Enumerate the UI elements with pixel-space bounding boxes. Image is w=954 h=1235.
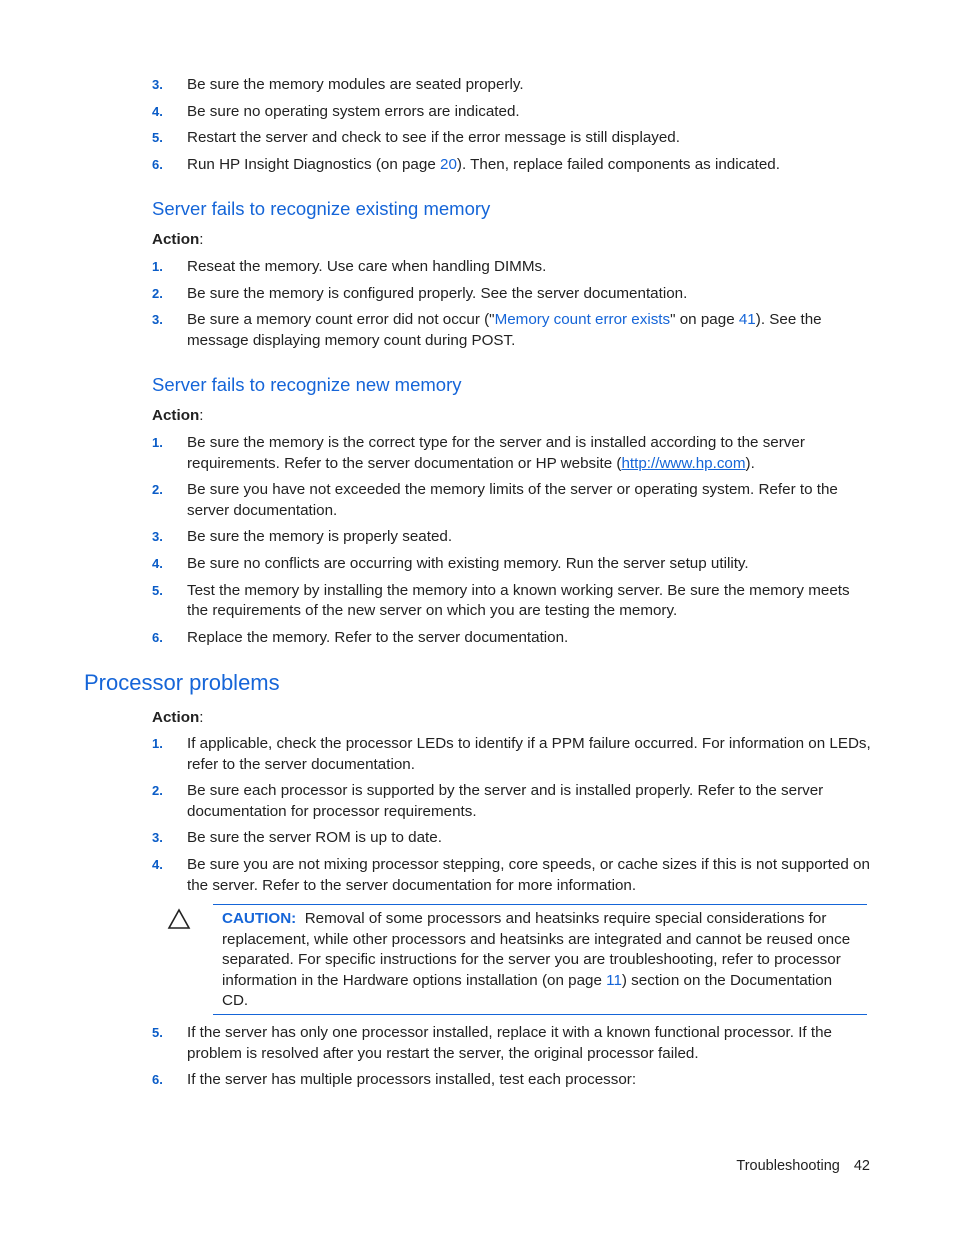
item-text-mid: " on page xyxy=(670,311,739,329)
list-item xyxy=(152,310,872,351)
caution-label: CAUTION: xyxy=(222,910,297,927)
item-number: 3. xyxy=(152,312,163,328)
action-label: Action: xyxy=(152,709,204,726)
item-text-post: ). xyxy=(745,454,755,472)
item-text: Replace the memory. Refer to the server documentation. xyxy=(187,628,569,646)
list-item xyxy=(152,102,872,123)
item-number: 6. xyxy=(152,1072,163,1088)
item-text: If applicable, check the processor LEDs to identify if a PPM failure occurred. For information on LEDs, refer to the server documentation. xyxy=(187,735,871,773)
list-item xyxy=(152,527,872,548)
item-number: 4. xyxy=(152,103,163,119)
item-text: Be sure the memory is configured properly. See the server documentation. xyxy=(187,284,688,302)
item-text: Be sure you are not mixing processor stepping, core speeds, or cache sizes if this is not supported on the server. Refer to the server documentation for more information. xyxy=(187,855,870,894)
item-text: Be sure no operating system errors are indicated. xyxy=(187,102,520,120)
item-text: Test the memory by installing the memory into a known working server. Be sure the memory meets the requirements of the new server on which you are testing the memory. xyxy=(187,581,850,620)
caution-box xyxy=(213,904,867,1015)
list-item xyxy=(152,257,872,278)
processor-steps-list-continued xyxy=(152,1023,872,1097)
list-item xyxy=(152,628,872,649)
page-footer xyxy=(620,1158,870,1174)
item-number: 2. xyxy=(152,783,163,799)
list-item xyxy=(152,1070,872,1091)
existing-memory-steps-list xyxy=(152,257,872,357)
list-item xyxy=(152,284,872,305)
item-number: 3. xyxy=(152,77,163,92)
item-number: 6. xyxy=(152,156,163,172)
item-number: 5. xyxy=(152,130,163,146)
item-text: Reseat the memory. Use care when handling DIMMs. xyxy=(187,258,547,275)
item-text-pre: Run HP Insight Diagnostics (on page xyxy=(187,155,440,173)
hp-website-link[interactable]: http://www.hp.com xyxy=(621,454,746,472)
list-item xyxy=(152,855,872,896)
list-item xyxy=(152,554,872,575)
caution-text xyxy=(222,909,862,1012)
item-text: Be sure no conflicts are occurring with existing memory. Run the server setup utility. xyxy=(187,554,749,572)
section-heading-processor-problems: Processor problems xyxy=(84,670,280,695)
new-memory-steps-list xyxy=(152,433,872,654)
item-number: 1. xyxy=(152,736,163,751)
item-text-pre: Be sure a memory count error did not occur (" xyxy=(187,311,495,329)
page-number: 42 xyxy=(853,1158,870,1174)
item-text-post: ). Then, replace failed components as indicated. xyxy=(456,155,780,173)
list-item xyxy=(152,781,872,822)
item-number: 4. xyxy=(152,856,163,872)
item-number: 1. xyxy=(152,259,163,274)
item-text-post: ). See the message displaying memory count during POST. xyxy=(187,311,822,349)
item-number: 2. xyxy=(152,285,163,301)
item-number: 5. xyxy=(152,1025,163,1040)
item-number: 3. xyxy=(152,529,163,545)
footer-section-name: Troubleshooting xyxy=(736,1158,840,1174)
item-text: Be sure the server ROM is up to date. xyxy=(187,829,442,847)
item-text: If the server has multiple processors installed, test each processor: xyxy=(187,1071,637,1089)
warning-triangle-icon xyxy=(167,908,191,930)
list-item xyxy=(152,128,872,149)
page-link[interactable]: 20 xyxy=(440,155,457,173)
section-heading-existing-memory: Server fails to recognize existing memory xyxy=(152,198,491,219)
item-text-pre: Be sure the memory is the correct type for the server and is installed according to the server requirements. Refer to the server documentation or HP website ( xyxy=(187,434,805,472)
caution-text-pre: Removal of some processors and heatsinks require special considerations for replacement, while other processors and heatsinks are integrated and cannot be reused once separated. For specific instructions for the server you are troubleshooting, refer to processor information in the Hardware options installation (on page xyxy=(222,910,851,989)
action-label: Action: xyxy=(152,407,204,424)
page-link[interactable]: 41 xyxy=(738,311,756,329)
list-item xyxy=(152,155,872,176)
list-item xyxy=(152,480,872,521)
page-link[interactable]: 11 xyxy=(606,971,622,989)
list-item xyxy=(152,734,872,775)
item-text: Be sure the memory is properly seated. xyxy=(187,528,453,546)
item-text: Be sure each processor is supported by the server and is installed properly. Refer to the server documentation for processor requirements. xyxy=(187,782,824,820)
list-item xyxy=(152,1023,872,1064)
memory-steps-list xyxy=(152,75,872,181)
processor-steps-list xyxy=(152,734,872,902)
list-item xyxy=(152,828,872,849)
item-text: Be sure the memory modules are seated properly. xyxy=(187,76,524,93)
item-text: If the server has only one processor installed, replace it with a known functional processor. If the problem is resolved after you restart the server, the original processor failed. xyxy=(187,1024,832,1062)
action-label: Action: xyxy=(152,231,204,248)
item-text: Be sure you have not exceeded the memory limits of the server or operating system. Refer to the server documentation. xyxy=(187,481,838,519)
item-number: 2. xyxy=(152,482,163,498)
list-item xyxy=(152,581,872,622)
list-item xyxy=(152,433,872,474)
item-number: 4. xyxy=(152,555,163,571)
item-number: 5. xyxy=(152,582,163,598)
section-heading-new-memory: Server fails to recognize new memory xyxy=(152,374,462,395)
item-number: 6. xyxy=(152,629,163,645)
caution-text-post: ) section on the Documentation CD. xyxy=(222,971,833,1010)
item-text: Restart the server and check to see if the error message is still displayed. xyxy=(187,129,680,147)
list-item xyxy=(152,75,872,96)
memory-count-error-link[interactable]: Memory count error exists xyxy=(494,311,671,329)
item-number: 3. xyxy=(152,830,163,846)
item-number: 1. xyxy=(152,435,163,450)
